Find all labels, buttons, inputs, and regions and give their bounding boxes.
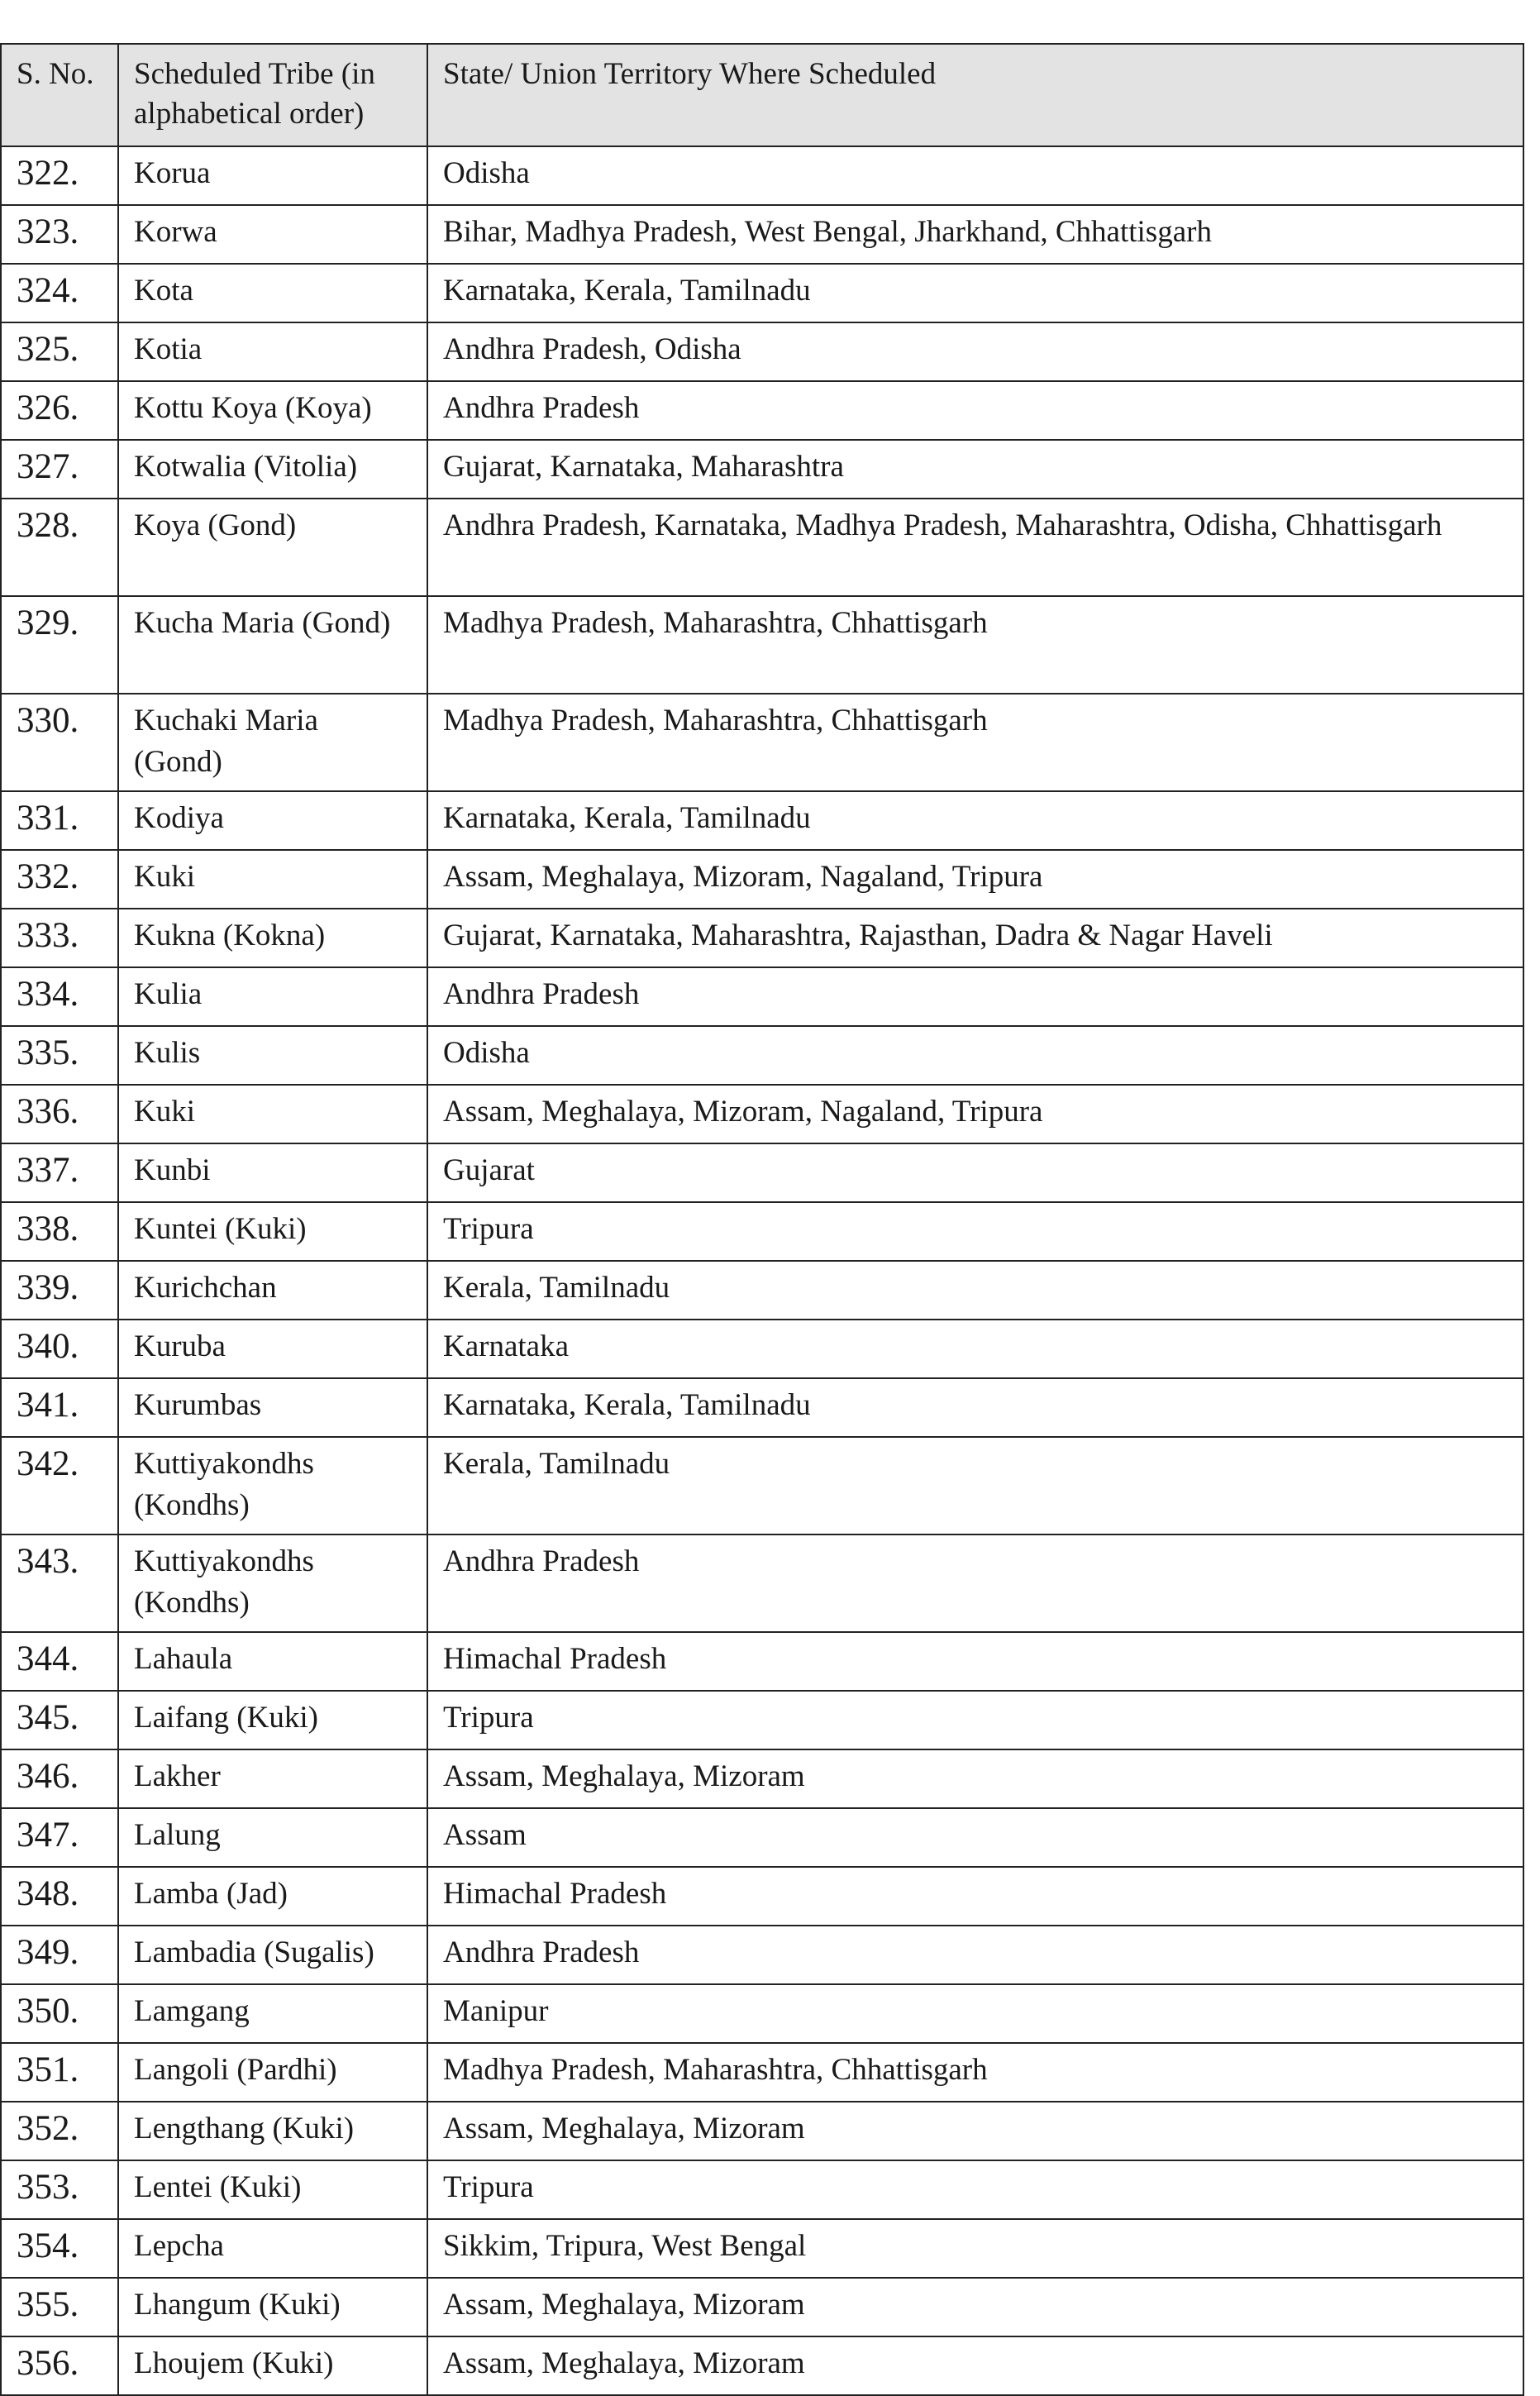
table-row xyxy=(1,381,1523,440)
tribe-name-cell: Kotia xyxy=(118,322,427,381)
states-cell: Odisha xyxy=(427,146,1523,205)
tribe-name-cell: Lepcha xyxy=(118,2219,427,2278)
table-row xyxy=(1,322,1523,381)
serial-number-cell: 324. xyxy=(1,264,118,322)
serial-number-cell: 350. xyxy=(1,1984,118,2043)
states-cell: Karnataka, Kerala, Tamilnadu xyxy=(427,791,1523,850)
table-row xyxy=(1,1867,1523,1926)
table-row xyxy=(1,967,1523,1026)
table-row xyxy=(1,1534,1523,1632)
states-cell: Gujarat xyxy=(427,1143,1523,1202)
serial-number-cell: 340. xyxy=(1,1320,118,1378)
tribe-name-cell: Kukna (Kokna) xyxy=(118,909,427,967)
table-row xyxy=(1,694,1523,791)
states-cell: Tripura xyxy=(427,1691,1523,1749)
table-row xyxy=(1,1632,1523,1691)
states-cell: Assam, Meghalaya, Mizoram, Nagaland, Tripura xyxy=(427,850,1523,909)
states-cell: Himachal Pradesh xyxy=(427,1867,1523,1926)
tribe-name-cell: Kulis xyxy=(118,1026,427,1085)
serial-number-cell: 334. xyxy=(1,967,118,1026)
header-serial-number: S. No. xyxy=(1,44,118,146)
states-cell: Assam, Meghalaya, Mizoram, Nagaland, Tripura xyxy=(427,1085,1523,1143)
states-cell: Odisha xyxy=(427,1026,1523,1085)
tribe-name-cell: Kuruba xyxy=(118,1320,427,1378)
serial-number-cell: 356. xyxy=(1,2336,118,2395)
table-row xyxy=(1,2102,1523,2160)
serial-number-cell: 344. xyxy=(1,1632,118,1691)
states-cell: Assam xyxy=(427,1808,1523,1867)
table-header xyxy=(1,44,1523,146)
tribe-name-cell: Kota xyxy=(118,264,427,322)
tribe-name-cell: Kucha Maria (Gond) xyxy=(118,596,427,694)
serial-number-cell: 323. xyxy=(1,205,118,264)
table-row xyxy=(1,2278,1523,2336)
states-cell: Sikkim, Tripura, West Bengal xyxy=(427,2219,1523,2278)
serial-number-cell: 346. xyxy=(1,1749,118,1808)
serial-number-cell: 322. xyxy=(1,146,118,205)
states-cell: Gujarat, Karnataka, Maharashtra xyxy=(427,440,1523,499)
serial-number-cell: 348. xyxy=(1,1867,118,1926)
tribe-name-cell: Lahaula xyxy=(118,1632,427,1691)
serial-number-cell: 345. xyxy=(1,1691,118,1749)
states-cell: Andhra Pradesh, Odisha xyxy=(427,322,1523,381)
tribe-name-cell: Kuttiyakondhs (Kondhs) xyxy=(118,1534,427,1632)
tribe-name-cell: Kotwalia (Vitolia) xyxy=(118,440,427,499)
tribe-name-cell: Kuttiyakondhs (Kondhs) xyxy=(118,1437,427,1534)
states-cell: Andhra Pradesh xyxy=(427,967,1523,1026)
table-row xyxy=(1,205,1523,264)
serial-number-cell: 342. xyxy=(1,1437,118,1534)
states-cell: Assam, Meghalaya, Mizoram xyxy=(427,2102,1523,2160)
serial-number-cell: 354. xyxy=(1,2219,118,2278)
states-cell: Madhya Pradesh, Maharashtra, Chhattisgarh xyxy=(427,694,1523,791)
serial-number-cell: 352. xyxy=(1,2102,118,2160)
states-cell: Assam, Meghalaya, Mizoram xyxy=(427,1749,1523,1808)
tribe-name-cell: Lambadia (Sugalis) xyxy=(118,1926,427,1984)
serial-number-cell: 325. xyxy=(1,322,118,381)
document-page xyxy=(0,43,1523,2396)
tribe-name-cell: Kodiya xyxy=(118,791,427,850)
serial-number-cell: 328. xyxy=(1,499,118,596)
states-cell: Manipur xyxy=(427,1984,1523,2043)
serial-number-cell: 327. xyxy=(1,440,118,499)
table-row xyxy=(1,1749,1523,1808)
tribe-name-cell: Kuntei (Kuki) xyxy=(118,1202,427,1261)
serial-number-cell: 353. xyxy=(1,2160,118,2219)
table-row xyxy=(1,2336,1523,2395)
table-row xyxy=(1,1984,1523,2043)
states-cell: Andhra Pradesh xyxy=(427,1534,1523,1632)
tribe-name-cell: Kurumbas xyxy=(118,1378,427,1437)
serial-number-cell: 355. xyxy=(1,2278,118,2336)
table-row xyxy=(1,1926,1523,1984)
table-row xyxy=(1,1143,1523,1202)
serial-number-cell: 336. xyxy=(1,1085,118,1143)
serial-number-cell: 341. xyxy=(1,1378,118,1437)
states-cell: Andhra Pradesh, Karnataka, Madhya Pradesh, Maharashtra, Odisha, Chhattisgarh xyxy=(427,499,1523,596)
table-row xyxy=(1,850,1523,909)
states-cell: Karnataka, Kerala, Tamilnadu xyxy=(427,264,1523,322)
tribe-name-cell: Lengthang (Kuki) xyxy=(118,2102,427,2160)
serial-number-cell: 335. xyxy=(1,1026,118,1085)
states-cell: Kerala, Tamilnadu xyxy=(427,1437,1523,1534)
tribe-name-cell: Kuki xyxy=(118,850,427,909)
tribe-name-cell: Lhangum (Kuki) xyxy=(118,2278,427,2336)
table-row xyxy=(1,2160,1523,2219)
serial-number-cell: 332. xyxy=(1,850,118,909)
scheduled-tribes-table xyxy=(0,43,1524,2396)
states-cell: Andhra Pradesh xyxy=(427,381,1523,440)
table-row xyxy=(1,1026,1523,1085)
states-cell: Karnataka xyxy=(427,1320,1523,1378)
states-cell: Tripura xyxy=(427,1202,1523,1261)
states-cell: Karnataka, Kerala, Tamilnadu xyxy=(427,1378,1523,1437)
states-cell: Assam, Meghalaya, Mizoram xyxy=(427,2336,1523,2395)
table-row xyxy=(1,1378,1523,1437)
table-row xyxy=(1,499,1523,596)
tribe-name-cell: Kunbi xyxy=(118,1143,427,1202)
tribe-name-cell: Kurichchan xyxy=(118,1261,427,1320)
tribe-name-cell: Lalung xyxy=(118,1808,427,1867)
states-cell: Madhya Pradesh, Maharashtra, Chhattisgarh xyxy=(427,2043,1523,2102)
serial-number-cell: 333. xyxy=(1,909,118,967)
serial-number-cell: 329. xyxy=(1,596,118,694)
states-cell: Bihar, Madhya Pradesh, West Bengal, Jharkhand, Chhattisgarh xyxy=(427,205,1523,264)
table-row xyxy=(1,146,1523,205)
tribe-name-cell: Lamba (Jad) xyxy=(118,1867,427,1926)
states-cell: Himachal Pradesh xyxy=(427,1632,1523,1691)
serial-number-cell: 338. xyxy=(1,1202,118,1261)
table-row xyxy=(1,1320,1523,1378)
serial-number-cell: 343. xyxy=(1,1534,118,1632)
table-row xyxy=(1,909,1523,967)
tribe-name-cell: Lentei (Kuki) xyxy=(118,2160,427,2219)
table-row xyxy=(1,264,1523,322)
serial-number-cell: 339. xyxy=(1,1261,118,1320)
table-row xyxy=(1,1261,1523,1320)
table-row xyxy=(1,596,1523,694)
tribe-name-cell: Korua xyxy=(118,146,427,205)
tribe-name-cell: Laifang (Kuki) xyxy=(118,1691,427,1749)
states-cell: Madhya Pradesh, Maharashtra, Chhattisgarh xyxy=(427,596,1523,694)
tribe-name-cell: Koya (Gond) xyxy=(118,499,427,596)
serial-number-cell: 326. xyxy=(1,381,118,440)
serial-number-cell: 351. xyxy=(1,2043,118,2102)
serial-number-cell: 331. xyxy=(1,791,118,850)
serial-number-cell: 337. xyxy=(1,1143,118,1202)
table-row xyxy=(1,1085,1523,1143)
serial-number-cell: 330. xyxy=(1,694,118,791)
serial-number-cell: 349. xyxy=(1,1926,118,1984)
states-cell: Andhra Pradesh xyxy=(427,1926,1523,1984)
states-cell: Assam, Meghalaya, Mizoram xyxy=(427,2278,1523,2336)
header-row xyxy=(1,44,1523,146)
table-row xyxy=(1,791,1523,850)
states-cell: Gujarat, Karnataka, Maharashtra, Rajasthan, Dadra & Nagar Haveli xyxy=(427,909,1523,967)
tribe-name-cell: Lakher xyxy=(118,1749,427,1808)
tribe-name-cell: Kuchaki Maria (Gond) xyxy=(118,694,427,791)
tribe-name-cell: Kulia xyxy=(118,967,427,1026)
states-cell: Kerala, Tamilnadu xyxy=(427,1261,1523,1320)
tribe-name-cell: Kottu Koya (Koya) xyxy=(118,381,427,440)
header-state-territory: State/ Union Territory Where Scheduled xyxy=(427,44,1523,146)
table-row xyxy=(1,2043,1523,2102)
table-body xyxy=(1,146,1523,2395)
header-scheduled-tribe: Scheduled Tribe (in alphabetical order) xyxy=(118,44,427,146)
table-row xyxy=(1,1808,1523,1867)
tribe-name-cell: Lhoujem (Kuki) xyxy=(118,2336,427,2395)
tribe-name-cell: Korwa xyxy=(118,205,427,264)
table-row xyxy=(1,1202,1523,1261)
tribe-name-cell: Kuki xyxy=(118,1085,427,1143)
serial-number-cell: 347. xyxy=(1,1808,118,1867)
states-cell: Tripura xyxy=(427,2160,1523,2219)
table-row xyxy=(1,2219,1523,2278)
tribe-name-cell: Langoli (Pardhi) xyxy=(118,2043,427,2102)
table-row xyxy=(1,1437,1523,1534)
table-row xyxy=(1,1691,1523,1749)
table-row xyxy=(1,440,1523,499)
tribe-name-cell: Lamgang xyxy=(118,1984,427,2043)
